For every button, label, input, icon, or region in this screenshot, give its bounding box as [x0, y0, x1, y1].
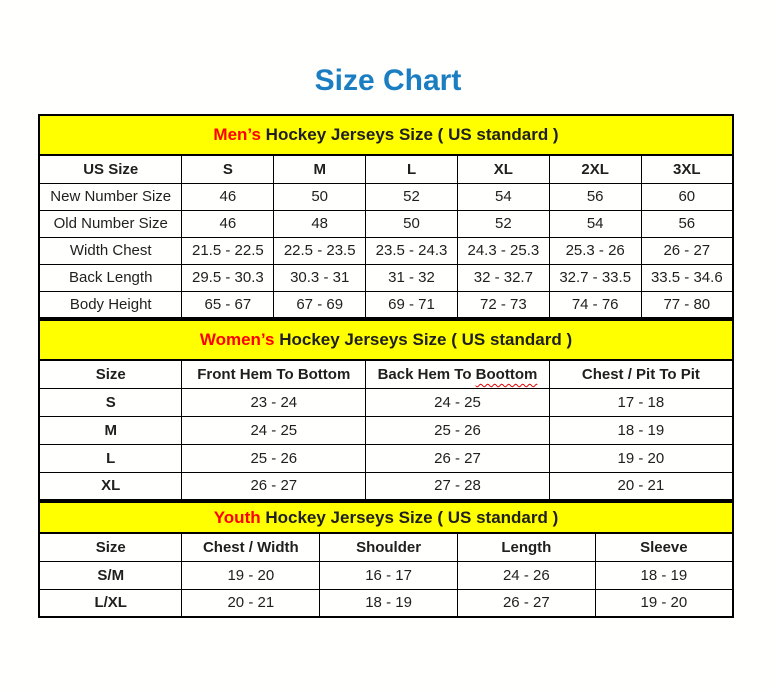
column-header: Length [457, 533, 595, 561]
womens-size-table [38, 319, 734, 501]
column-header: Shoulder [320, 533, 458, 561]
size-cell: 48 [274, 210, 366, 237]
youth-banner-text: Hockey Jerseys Size ( US standard ) [260, 507, 559, 527]
size-cell: 19 - 20 [595, 589, 733, 617]
misspelled-word: Boottom [475, 365, 538, 383]
size-cell: 67 - 69 [274, 291, 366, 318]
size-cell: 56 [641, 210, 733, 237]
row-label: L [39, 444, 182, 472]
table-row [39, 183, 733, 210]
mens-table [38, 154, 734, 319]
youth-table [38, 532, 734, 618]
table-row [39, 291, 733, 318]
size-cell: 60 [641, 183, 733, 210]
size-cell: 33.5 - 34.6 [641, 264, 733, 291]
size-cell: 30.3 - 31 [274, 264, 366, 291]
table-row [39, 444, 733, 472]
womens-banner [38, 319, 734, 359]
womens-banner-text: Hockey Jerseys Size ( US standard ) [274, 330, 573, 349]
column-header: Size [39, 533, 182, 561]
size-cell: 20 - 21 [549, 472, 733, 500]
size-cell: 29.5 - 30.3 [182, 264, 274, 291]
size-chart-page [0, 64, 776, 618]
table-row [39, 210, 733, 237]
size-cell: 74 - 76 [549, 291, 641, 318]
column-header: Size [39, 360, 182, 388]
size-cell: 32.7 - 33.5 [549, 264, 641, 291]
row-label: Width Chest [39, 237, 182, 264]
size-cell: 20 - 21 [182, 589, 320, 617]
size-cell: 26 - 27 [182, 472, 366, 500]
size-cell: 27 - 28 [366, 472, 550, 500]
size-cell: 69 - 71 [366, 291, 458, 318]
size-cell: 32 - 32.7 [457, 264, 549, 291]
column-header: Chest / Width [182, 533, 320, 561]
column-header: Sleeve [595, 533, 733, 561]
size-cell: 50 [274, 183, 366, 210]
page-title: Size Chart [314, 64, 462, 97]
size-cell: 25 - 26 [366, 416, 550, 444]
size-cell: 25 - 26 [182, 444, 366, 472]
size-cell: 26 - 27 [641, 237, 733, 264]
youth-banner-highlight: Youth [213, 507, 261, 527]
column-header: S [182, 155, 274, 183]
size-cell: 72 - 73 [457, 291, 549, 318]
womens-header-row [39, 360, 733, 388]
mens-size-table [38, 114, 734, 319]
size-cell: 31 - 32 [366, 264, 458, 291]
size-cell: 52 [457, 210, 549, 237]
table-row [39, 388, 733, 416]
youth-size-table [38, 501, 734, 618]
size-cell: 19 - 20 [182, 561, 320, 589]
size-cell: 46 [182, 183, 274, 210]
size-cell: 17 - 18 [549, 388, 733, 416]
size-cell: 25.3 - 26 [549, 237, 641, 264]
size-cell: 23.5 - 24.3 [366, 237, 458, 264]
size-cell: 24 - 25 [366, 388, 550, 416]
row-label: XL [39, 472, 182, 500]
table-row [39, 561, 733, 589]
womens-table [38, 359, 734, 501]
youth-banner [38, 501, 734, 532]
size-cell: 50 [366, 210, 458, 237]
row-label: Back Length [39, 264, 182, 291]
table-row [39, 589, 733, 617]
size-cell: 18 - 19 [320, 589, 458, 617]
size-cell: 24.3 - 25.3 [457, 237, 549, 264]
column-header: M [274, 155, 366, 183]
size-cell: 56 [549, 183, 641, 210]
youth-header-row [39, 533, 733, 561]
table-row [39, 416, 733, 444]
column-header: Front Hem To Bottom [182, 360, 366, 388]
size-cell: 54 [549, 210, 641, 237]
column-header: Back Hem To Boottom [366, 360, 550, 388]
size-cell: 26 - 27 [457, 589, 595, 617]
mens-banner-highlight: Men’s [213, 125, 261, 144]
size-cell: 23 - 24 [182, 388, 366, 416]
mens-banner-text: Hockey Jerseys Size ( US standard ) [260, 125, 559, 144]
size-cell: 16 - 17 [320, 561, 458, 589]
column-header: 3XL [641, 155, 733, 183]
size-cell: 24 - 26 [457, 561, 595, 589]
size-cell: 24 - 25 [182, 416, 366, 444]
column-header: US Size [39, 155, 182, 183]
row-label: S [39, 388, 182, 416]
table-row [39, 237, 733, 264]
column-header: L [366, 155, 458, 183]
size-cell: 22.5 - 23.5 [274, 237, 366, 264]
size-cell: 21.5 - 22.5 [182, 237, 274, 264]
table-row [39, 472, 733, 500]
row-label: L/XL [39, 589, 182, 617]
column-header: Chest / Pit To Pit [549, 360, 733, 388]
size-cell: 26 - 27 [366, 444, 550, 472]
row-label: Body Height [39, 291, 182, 318]
row-label: Old Number Size [39, 210, 182, 237]
column-header: XL [457, 155, 549, 183]
size-tables-block [38, 114, 734, 618]
size-cell: 52 [366, 183, 458, 210]
row-label: M [39, 416, 182, 444]
mens-banner [38, 114, 734, 154]
womens-banner-highlight: Women’s [199, 330, 275, 349]
size-cell: 19 - 20 [549, 444, 733, 472]
row-label: S/M [39, 561, 182, 589]
size-cell: 18 - 19 [549, 416, 733, 444]
table-row [39, 264, 733, 291]
size-cell: 18 - 19 [595, 561, 733, 589]
size-cell: 77 - 80 [641, 291, 733, 318]
size-cell: 46 [182, 210, 274, 237]
mens-header-row [39, 155, 733, 183]
size-cell: 65 - 67 [182, 291, 274, 318]
size-cell: 54 [457, 183, 549, 210]
column-header: 2XL [549, 155, 641, 183]
row-label: New Number Size [39, 183, 182, 210]
